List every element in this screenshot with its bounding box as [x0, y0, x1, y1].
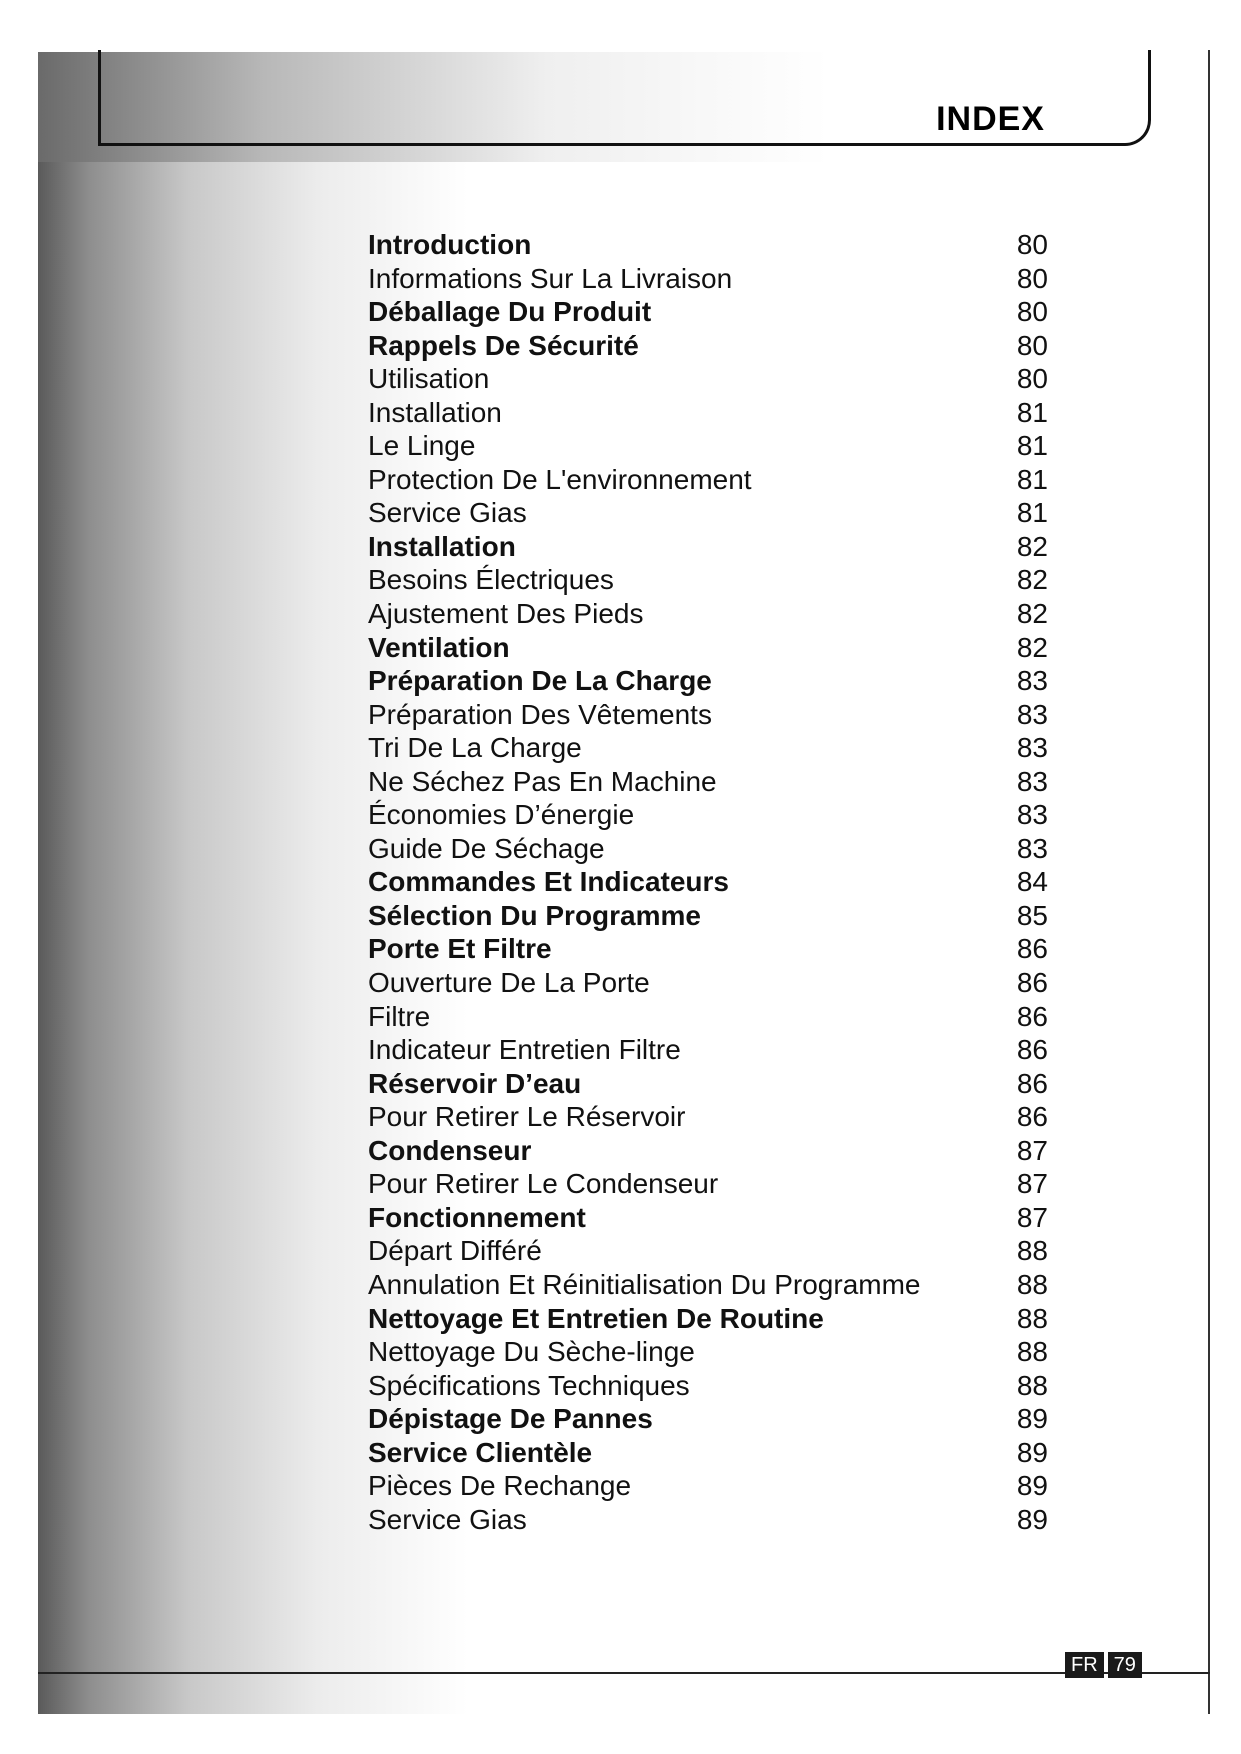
toc-entry-label: Introduction — [368, 229, 532, 260]
toc-entry-label: Nettoyage Et Entretien De Routine — [368, 1302, 824, 1334]
toc-entry[interactable] — [368, 1234, 1048, 1268]
footer-badges — [1065, 1648, 1142, 1678]
toc-entry-label: Informations Sur La Livraison — [368, 262, 733, 294]
toc-entry-label: Spécifications Techniques — [368, 1369, 690, 1401]
toc-entry[interactable] — [368, 1469, 1048, 1503]
page-number-badge: 79 — [1108, 1652, 1142, 1678]
toc-entry-label: Tri De La Charge — [368, 732, 582, 764]
toc-entry-label: Nettoyage Du Sèche-linge — [368, 1336, 695, 1368]
toc-entry-page: 88 — [1016, 1268, 1048, 1300]
toc-entry[interactable] — [368, 1436, 1048, 1470]
toc-entry-page: 88 — [1016, 1302, 1048, 1334]
toc-entry[interactable] — [368, 228, 1048, 262]
toc-entry-page: 83 — [1016, 698, 1048, 730]
toc-entry[interactable] — [368, 865, 1048, 899]
toc-entry-page: 81 — [1016, 497, 1048, 529]
toc-entry-label: Installation — [368, 396, 502, 428]
toc-entry[interactable] — [368, 1268, 1048, 1302]
toc-entry-page: 81 — [1016, 430, 1048, 462]
toc-entry[interactable] — [368, 1000, 1048, 1034]
toc-entry-label: Pour Retirer Le Réservoir — [368, 1101, 686, 1133]
toc-entry[interactable] — [368, 966, 1048, 1000]
toc-entry-label: Porte Et Filtre — [368, 933, 552, 965]
toc-entry[interactable] — [368, 798, 1048, 832]
toc-entry-label: Annulation Et Réinitialisation Du Programme — [368, 1268, 921, 1300]
toc-entry-page: 88 — [1016, 1235, 1048, 1267]
toc-entry[interactable] — [368, 1201, 1048, 1235]
toc-entry-page: 86 — [1016, 933, 1048, 965]
toc-entry-page: 82 — [1016, 598, 1048, 630]
toc-entry-label: Rappels De Sécurité — [368, 329, 639, 361]
toc-entry-label: Réservoir D’eau — [368, 1067, 582, 1099]
toc-entry-page: 83 — [1016, 832, 1048, 864]
toc-entry-page: 86 — [1016, 1101, 1048, 1133]
toc-entry-label: Installation — [368, 530, 516, 562]
toc-entry-label: Commandes Et Indicateurs — [368, 866, 729, 898]
toc-entry-page: 83 — [1016, 665, 1048, 697]
toc-entry-label: Ajustement Des Pieds — [368, 598, 644, 630]
toc-entry[interactable] — [368, 832, 1048, 866]
toc-entry-page: 85 — [1016, 899, 1048, 931]
toc-entry-page: 83 — [1016, 765, 1048, 797]
toc-entry-page: 88 — [1016, 1336, 1048, 1368]
toc-entry[interactable] — [368, 429, 1048, 463]
toc-entry-label: Ouverture De La Porte — [368, 967, 650, 999]
right-margin-rule — [1208, 50, 1210, 1714]
toc-entry-page: 80 — [1016, 262, 1048, 294]
toc-entry-label: Le Linge — [368, 430, 476, 462]
toc-entry[interactable] — [368, 1503, 1048, 1537]
toc-entry-page: 81 — [1016, 396, 1048, 428]
toc-entry[interactable] — [368, 731, 1048, 765]
table-of-contents — [368, 228, 1048, 1536]
toc-entry[interactable] — [368, 463, 1048, 497]
toc-entry[interactable] — [368, 1302, 1048, 1336]
toc-entry[interactable] — [368, 765, 1048, 799]
toc-entry-page: 87 — [1016, 1201, 1048, 1233]
toc-entry[interactable] — [368, 1100, 1048, 1134]
toc-entry[interactable] — [368, 329, 1048, 363]
toc-entry[interactable] — [368, 530, 1048, 564]
toc-entry[interactable] — [368, 1134, 1048, 1168]
toc-entry-label: Dépistage De Pannes — [368, 1403, 653, 1435]
toc-entry-page: 86 — [1016, 1067, 1048, 1099]
toc-entry[interactable] — [368, 1402, 1048, 1436]
toc-entry-label: Protection De L'environnement — [368, 463, 752, 495]
toc-entry-page: 86 — [1016, 1034, 1048, 1066]
toc-entry-page: 88 — [1016, 1369, 1048, 1401]
toc-entry-label: Préparation De La Charge — [368, 665, 712, 697]
toc-entry-page: 83 — [1016, 732, 1048, 764]
toc-entry-page: 82 — [1016, 631, 1048, 663]
toc-entry[interactable] — [368, 1335, 1048, 1369]
toc-entry[interactable] — [368, 932, 1048, 966]
toc-entry-label: Filtre — [368, 1000, 431, 1032]
toc-entry-page: 83 — [1016, 799, 1048, 831]
toc-entry-label: Préparation Des Vêtements — [368, 698, 712, 730]
toc-entry-page: 89 — [1016, 1470, 1048, 1502]
toc-entry-page: 86 — [1016, 967, 1048, 999]
toc-entry-label: Économies D’énergie — [368, 799, 635, 831]
toc-entry[interactable] — [368, 1167, 1048, 1201]
toc-entry-label: Pièces De Rechange — [368, 1470, 632, 1502]
toc-entry[interactable] — [368, 899, 1048, 933]
toc-entry[interactable] — [368, 631, 1048, 665]
toc-entry-label: Ne Séchez Pas En Machine — [368, 765, 717, 797]
toc-entry-label: Service Gias — [368, 497, 527, 529]
toc-entry-label: Ventilation — [368, 631, 510, 663]
toc-entry[interactable] — [368, 698, 1048, 732]
toc-entry[interactable] — [368, 597, 1048, 631]
toc-entry-page: 84 — [1016, 866, 1048, 898]
toc-entry[interactable] — [368, 396, 1048, 430]
toc-entry-page: 81 — [1016, 463, 1048, 495]
toc-entry[interactable] — [368, 563, 1048, 597]
toc-entry-page: 86 — [1016, 1000, 1048, 1032]
toc-entry-page: 87 — [1016, 1168, 1048, 1200]
toc-entry-page: 82 — [1016, 564, 1048, 596]
toc-entry-label: Fonctionnement — [368, 1201, 586, 1233]
toc-entry-page: 80 — [1016, 363, 1048, 395]
toc-entry-label: Besoins Électriques — [368, 564, 614, 596]
toc-entry-label: Guide De Séchage — [368, 832, 605, 864]
toc-entry[interactable] — [368, 295, 1048, 329]
toc-entry[interactable] — [368, 362, 1048, 396]
language-badge: FR — [1065, 1652, 1104, 1678]
toc-entry[interactable] — [368, 262, 1048, 296]
toc-entry-label: Indicateur Entretien Filtre — [368, 1034, 681, 1066]
toc-entry-page: 80 — [1016, 229, 1048, 260]
toc-entry-page: 87 — [1016, 1134, 1048, 1166]
toc-entry-label: Déballage Du Produit — [368, 296, 652, 328]
toc-entry[interactable] — [368, 1369, 1048, 1403]
page-title: INDEX — [936, 100, 1045, 138]
toc-entry-label: Utilisation — [368, 363, 490, 395]
toc-entry[interactable] — [368, 496, 1048, 530]
toc-entry-page: 89 — [1016, 1436, 1048, 1468]
toc-entry[interactable] — [368, 1067, 1048, 1101]
toc-entry[interactable] — [368, 664, 1048, 698]
toc-entry[interactable] — [368, 1033, 1048, 1067]
toc-entry-label: Sélection Du Programme — [368, 899, 701, 931]
toc-entry-label: Service Clientèle — [368, 1436, 593, 1468]
toc-entry-page: 89 — [1016, 1503, 1048, 1535]
footer-rule — [38, 1672, 1210, 1674]
toc-entry-page: 82 — [1016, 530, 1048, 562]
toc-entry-label: Condenseur — [368, 1134, 532, 1166]
toc-entry-page: 89 — [1016, 1403, 1048, 1435]
toc-entry-label: Départ Différé — [368, 1235, 542, 1267]
toc-entry-label: Pour Retirer Le Condenseur — [368, 1168, 719, 1200]
toc-entry-page: 80 — [1016, 296, 1048, 328]
toc-entry-label: Service Gias — [368, 1503, 527, 1535]
toc-entry-page: 80 — [1016, 329, 1048, 361]
